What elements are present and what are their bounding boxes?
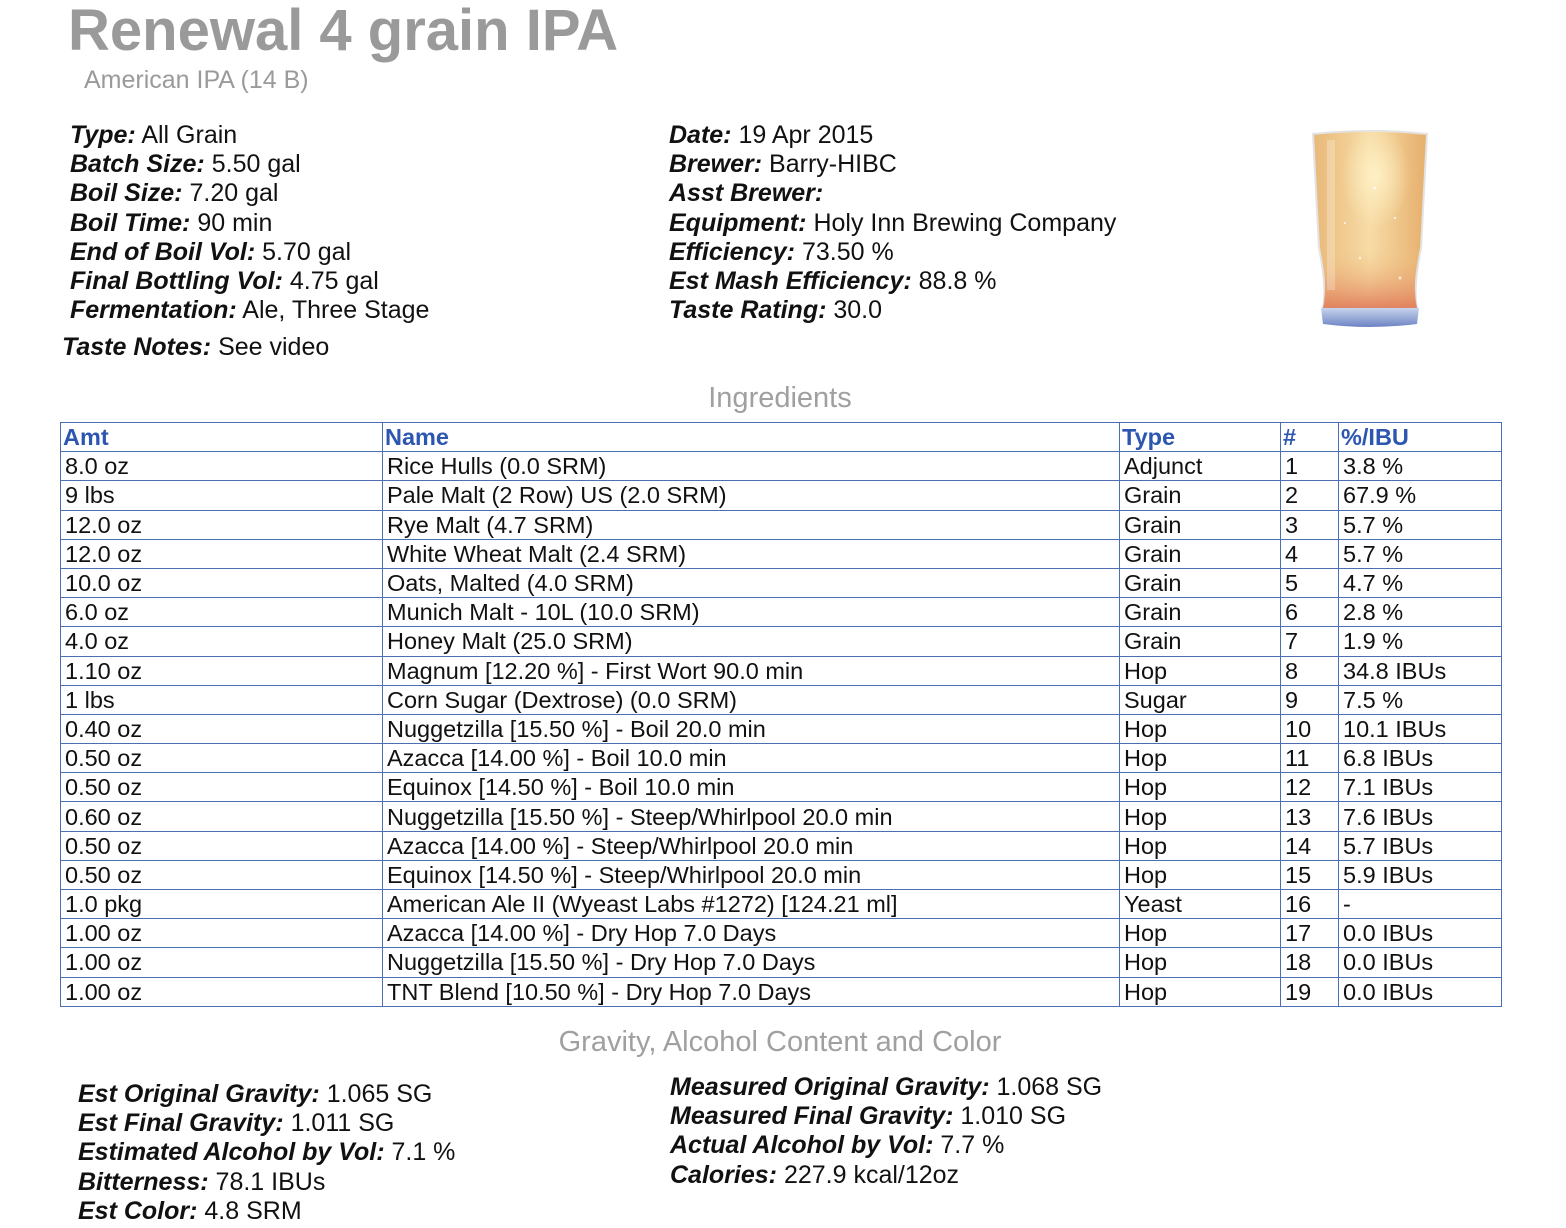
cell-amt: 0.50 oz bbox=[61, 831, 383, 860]
cell-percent-ibu: 0.0 IBUs bbox=[1339, 977, 1502, 1006]
cell-percent-ibu: 2.8 % bbox=[1339, 598, 1502, 627]
detail-type bbox=[70, 121, 429, 150]
cell-type: Grain bbox=[1120, 627, 1281, 656]
detail-boil-size bbox=[70, 179, 429, 208]
est-color bbox=[78, 1197, 455, 1226]
cell-number: 11 bbox=[1281, 744, 1339, 773]
cell-number: 14 bbox=[1281, 831, 1339, 860]
gravity-value: 7.1 % bbox=[391, 1138, 456, 1167]
cell-number: 2 bbox=[1281, 481, 1339, 510]
detail-batch-size bbox=[70, 150, 429, 179]
cell-percent-ibu: 5.7 % bbox=[1339, 510, 1502, 539]
ingredients-table bbox=[60, 422, 1502, 1007]
cell-number: 5 bbox=[1281, 568, 1339, 597]
header-percent-ibu: %/IBU bbox=[1339, 423, 1502, 452]
cell-amt: 6.0 oz bbox=[61, 598, 383, 627]
cell-name: Corn Sugar (Dextrose) (0.0 SRM) bbox=[383, 685, 1120, 714]
cell-type: Hop bbox=[1120, 773, 1281, 802]
est-final-gravity bbox=[78, 1109, 455, 1138]
gravity-label: Est Final Gravity: bbox=[78, 1109, 284, 1138]
cell-amt: 12.0 oz bbox=[61, 539, 383, 568]
cell-name: Rye Malt (4.7 SRM) bbox=[383, 510, 1120, 539]
cell-type: Grain bbox=[1120, 539, 1281, 568]
detail-brewer bbox=[669, 150, 1116, 179]
cell-percent-ibu: 0.0 IBUs bbox=[1339, 919, 1502, 948]
table-row bbox=[61, 568, 1502, 597]
gravity-label: Measured Final Gravity: bbox=[670, 1102, 954, 1131]
cell-name: Azacca [14.00 %] - Steep/Whirlpool 20.0 min bbox=[383, 831, 1120, 860]
detail-value: 73.50 % bbox=[801, 237, 894, 266]
gravity-value: 1.011 SG bbox=[290, 1109, 395, 1138]
cell-percent-ibu: 6.8 IBUs bbox=[1339, 744, 1502, 773]
gravity-value: 227.9 kcal/12oz bbox=[783, 1160, 960, 1189]
est-original-gravity bbox=[78, 1080, 455, 1109]
detail-value: 90 min bbox=[197, 208, 273, 237]
cell-type: Hop bbox=[1120, 919, 1281, 948]
cell-percent-ibu: 10.1 IBUs bbox=[1339, 714, 1502, 743]
cell-number: 1 bbox=[1281, 452, 1339, 481]
gravity-value: 78.1 IBUs bbox=[215, 1167, 326, 1196]
detail-value: 19 Apr 2015 bbox=[738, 121, 874, 149]
gravity-value: 1.010 SG bbox=[960, 1102, 1067, 1131]
gravity-label: Est Original Gravity: bbox=[78, 1080, 320, 1108]
detail-value: All Grain bbox=[141, 121, 238, 149]
detail-value: 5.70 gal bbox=[262, 237, 352, 266]
detail-value: 5.50 gal bbox=[211, 150, 301, 179]
gravity-heading: Gravity, Alcohol Content and Color bbox=[558, 1026, 1002, 1058]
cell-number: 12 bbox=[1281, 773, 1339, 802]
detail-label: Asst Brewer: bbox=[669, 179, 824, 208]
bitterness bbox=[78, 1168, 455, 1197]
detail-label: Efficiency: bbox=[669, 237, 795, 266]
table-row bbox=[61, 948, 1502, 977]
cell-type: Hop bbox=[1120, 977, 1281, 1006]
actual-alcohol bbox=[670, 1131, 1102, 1160]
gravity-estimates bbox=[78, 1080, 455, 1226]
table-row bbox=[61, 860, 1502, 889]
beer-glass-icon bbox=[1305, 128, 1435, 330]
cell-type: Hop bbox=[1120, 831, 1281, 860]
cell-number: 19 bbox=[1281, 977, 1339, 1006]
detail-value: 4.75 gal bbox=[289, 266, 379, 295]
cell-name: Oats, Malted (4.0 SRM) bbox=[383, 568, 1120, 597]
gravity-label: Measured Original Gravity: bbox=[670, 1073, 990, 1101]
calories bbox=[670, 1161, 1102, 1190]
cell-name: Azacca [14.00 %] - Dry Hop 7.0 Days bbox=[383, 919, 1120, 948]
cell-percent-ibu: 3.8 % bbox=[1339, 452, 1502, 481]
cell-name: Equinox [14.50 %] - Boil 10.0 min bbox=[383, 773, 1120, 802]
gravity-label: Calories: bbox=[670, 1160, 777, 1189]
detail-label: Fermentation: bbox=[70, 296, 237, 325]
cell-amt: 0.40 oz bbox=[61, 714, 383, 743]
table-row bbox=[61, 481, 1502, 510]
cell-name: TNT Blend [10.50 %] - Dry Hop 7.0 Days bbox=[383, 977, 1120, 1006]
detail-value: 7.20 gal bbox=[189, 179, 279, 208]
detail-label: Boil Time: bbox=[70, 208, 191, 237]
cell-number: 7 bbox=[1281, 627, 1339, 656]
detail-value: Barry-HIBC bbox=[769, 150, 897, 179]
table-row bbox=[61, 598, 1502, 627]
table-row bbox=[61, 831, 1502, 860]
detail-label: Taste Rating: bbox=[669, 296, 827, 325]
cell-percent-ibu: - bbox=[1339, 890, 1502, 919]
cell-name: Honey Malt (25.0 SRM) bbox=[383, 627, 1120, 656]
cell-amt: 8.0 oz bbox=[61, 452, 383, 481]
table-row bbox=[61, 685, 1502, 714]
detail-fermentation bbox=[70, 296, 429, 325]
table-row bbox=[61, 452, 1502, 481]
detail-label: Date: bbox=[669, 121, 732, 149]
cell-amt: 9 lbs bbox=[61, 481, 383, 510]
table-row bbox=[61, 802, 1502, 831]
table-row bbox=[61, 510, 1502, 539]
table-header-row bbox=[61, 423, 1502, 452]
cell-number: 6 bbox=[1281, 598, 1339, 627]
cell-name: Rice Hulls (0.0 SRM) bbox=[383, 452, 1120, 481]
cell-type: Grain bbox=[1120, 481, 1281, 510]
cell-type: Hop bbox=[1120, 860, 1281, 889]
cell-amt: 1.00 oz bbox=[61, 948, 383, 977]
detail-label: End of Boil Vol: bbox=[70, 237, 256, 266]
gravity-measured bbox=[670, 1073, 1102, 1190]
cell-amt: 0.50 oz bbox=[61, 744, 383, 773]
detail-est-mash-efficiency bbox=[669, 267, 1116, 296]
gravity-label: Est Color: bbox=[78, 1196, 198, 1225]
cell-name: Nuggetzilla [15.50 %] - Dry Hop 7.0 Days bbox=[383, 948, 1120, 977]
taste-notes-value: See video bbox=[218, 333, 330, 361]
cell-number: 4 bbox=[1281, 539, 1339, 568]
details-right bbox=[669, 121, 1116, 325]
header-type: Type bbox=[1120, 423, 1281, 452]
cell-type: Hop bbox=[1120, 656, 1281, 685]
cell-type: Grain bbox=[1120, 510, 1281, 539]
cell-amt: 1.00 oz bbox=[61, 919, 383, 948]
cell-type: Grain bbox=[1120, 598, 1281, 627]
cell-number: 16 bbox=[1281, 890, 1339, 919]
table-row bbox=[61, 977, 1502, 1006]
table-row bbox=[61, 656, 1502, 685]
detail-boil-time bbox=[70, 209, 429, 238]
gravity-value: 7.7 % bbox=[940, 1131, 1005, 1160]
measured-original-gravity bbox=[670, 1073, 1102, 1102]
cell-number: 8 bbox=[1281, 656, 1339, 685]
cell-type: Hop bbox=[1120, 714, 1281, 743]
detail-value: 30.0 bbox=[833, 296, 883, 325]
detail-value: Holy Inn Brewing Company bbox=[813, 208, 1117, 237]
cell-number: 17 bbox=[1281, 919, 1339, 948]
cell-type: Hop bbox=[1120, 948, 1281, 977]
detail-end-of-boil-vol bbox=[70, 238, 429, 267]
cell-name: American Ale II (Wyeast Labs #1272) [124.21 ml] bbox=[383, 890, 1120, 919]
cell-type: Adjunct bbox=[1120, 452, 1281, 481]
cell-name: Nuggetzilla [15.50 %] - Boil 20.0 min bbox=[383, 714, 1120, 743]
cell-amt: 10.0 oz bbox=[61, 568, 383, 597]
gravity-value: 4.8 SRM bbox=[204, 1196, 302, 1225]
cell-percent-ibu: 5.9 IBUs bbox=[1339, 860, 1502, 889]
detail-label: Batch Size: bbox=[70, 150, 205, 179]
cell-percent-ibu: 0.0 IBUs bbox=[1339, 948, 1502, 977]
cell-number: 13 bbox=[1281, 802, 1339, 831]
gravity-value: 1.068 SG bbox=[996, 1073, 1103, 1101]
cell-amt: 1.10 oz bbox=[61, 656, 383, 685]
cell-amt: 0.50 oz bbox=[61, 860, 383, 889]
detail-label: Equipment: bbox=[669, 208, 807, 237]
cell-percent-ibu: 5.7 % bbox=[1339, 539, 1502, 568]
details-left bbox=[70, 121, 429, 325]
cell-name: Magnum [12.20 %] - First Wort 90.0 min bbox=[383, 656, 1120, 685]
detail-final-bottling-vol bbox=[70, 267, 429, 296]
cell-amt: 12.0 oz bbox=[61, 510, 383, 539]
header-number: # bbox=[1281, 423, 1339, 452]
cell-name: Munich Malt - 10L (10.0 SRM) bbox=[383, 598, 1120, 627]
gravity-label: Bitterness: bbox=[78, 1167, 209, 1196]
cell-type: Hop bbox=[1120, 802, 1281, 831]
detail-taste-rating bbox=[669, 296, 1116, 325]
table-row bbox=[61, 773, 1502, 802]
cell-percent-ibu: 4.7 % bbox=[1339, 568, 1502, 597]
detail-value: 88.8 % bbox=[918, 266, 997, 295]
detail-asst-brewer bbox=[669, 179, 1116, 208]
detail-label: Boil Size: bbox=[70, 179, 183, 208]
header-amt: Amt bbox=[61, 423, 383, 452]
taste-notes-label: Taste Notes: bbox=[62, 333, 212, 361]
ingredients-heading: Ingredients bbox=[708, 382, 852, 414]
detail-value: Ale, Three Stage bbox=[242, 296, 430, 325]
cell-percent-ibu: 5.7 IBUs bbox=[1339, 831, 1502, 860]
detail-equipment bbox=[669, 209, 1116, 238]
ingredients-body bbox=[61, 452, 1502, 1007]
cell-amt: 0.50 oz bbox=[61, 773, 383, 802]
beer-glass-graphic bbox=[1305, 128, 1435, 330]
table-row bbox=[61, 627, 1502, 656]
detail-label: Brewer: bbox=[669, 150, 763, 179]
table-row bbox=[61, 919, 1502, 948]
recipe-title: Renewal 4 grain IPA bbox=[68, 0, 619, 63]
detail-label: Type: bbox=[70, 121, 136, 149]
table-row bbox=[61, 890, 1502, 919]
gravity-value: 1.065 SG bbox=[326, 1080, 433, 1108]
taste-notes bbox=[62, 333, 329, 362]
cell-percent-ibu: 67.9 % bbox=[1339, 481, 1502, 510]
table-row bbox=[61, 714, 1502, 743]
detail-label: Est Mash Efficiency: bbox=[669, 266, 912, 295]
cell-percent-ibu: 34.8 IBUs bbox=[1339, 656, 1502, 685]
table-row bbox=[61, 539, 1502, 568]
cell-name: Pale Malt (2 Row) US (2.0 SRM) bbox=[383, 481, 1120, 510]
cell-number: 3 bbox=[1281, 510, 1339, 539]
cell-type: Sugar bbox=[1120, 685, 1281, 714]
detail-date bbox=[669, 121, 1116, 150]
gravity-label: Estimated Alcohol by Vol: bbox=[78, 1138, 385, 1167]
cell-name: White Wheat Malt (2.4 SRM) bbox=[383, 539, 1120, 568]
cell-amt: 0.60 oz bbox=[61, 802, 383, 831]
cell-number: 15 bbox=[1281, 860, 1339, 889]
cell-percent-ibu: 7.6 IBUs bbox=[1339, 802, 1502, 831]
estimated-alcohol bbox=[78, 1138, 455, 1167]
cell-type: Yeast bbox=[1120, 890, 1281, 919]
cell-name: Nuggetzilla [15.50 %] - Steep/Whirlpool 20.0 min bbox=[383, 802, 1120, 831]
cell-number: 9 bbox=[1281, 685, 1339, 714]
header-name: Name bbox=[383, 423, 1120, 452]
measured-final-gravity bbox=[670, 1102, 1102, 1131]
table-row bbox=[61, 744, 1502, 773]
cell-name: Equinox [14.50 %] - Steep/Whirlpool 20.0 min bbox=[383, 860, 1120, 889]
detail-efficiency bbox=[669, 238, 1116, 267]
cell-amt: 1.00 oz bbox=[61, 977, 383, 1006]
recipe-style: American IPA (14 B) bbox=[84, 66, 309, 94]
cell-percent-ibu: 7.5 % bbox=[1339, 685, 1502, 714]
cell-amt: 4.0 oz bbox=[61, 627, 383, 656]
detail-label: Final Bottling Vol: bbox=[70, 266, 283, 295]
cell-name: Azacca [14.00 %] - Boil 10.0 min bbox=[383, 744, 1120, 773]
cell-percent-ibu: 1.9 % bbox=[1339, 627, 1502, 656]
cell-number: 18 bbox=[1281, 948, 1339, 977]
gravity-label: Actual Alcohol by Vol: bbox=[670, 1131, 934, 1160]
cell-amt: 1.0 pkg bbox=[61, 890, 383, 919]
cell-number: 10 bbox=[1281, 714, 1339, 743]
cell-type: Hop bbox=[1120, 744, 1281, 773]
cell-percent-ibu: 7.1 IBUs bbox=[1339, 773, 1502, 802]
cell-amt: 1 lbs bbox=[61, 685, 383, 714]
cell-type: Grain bbox=[1120, 568, 1281, 597]
